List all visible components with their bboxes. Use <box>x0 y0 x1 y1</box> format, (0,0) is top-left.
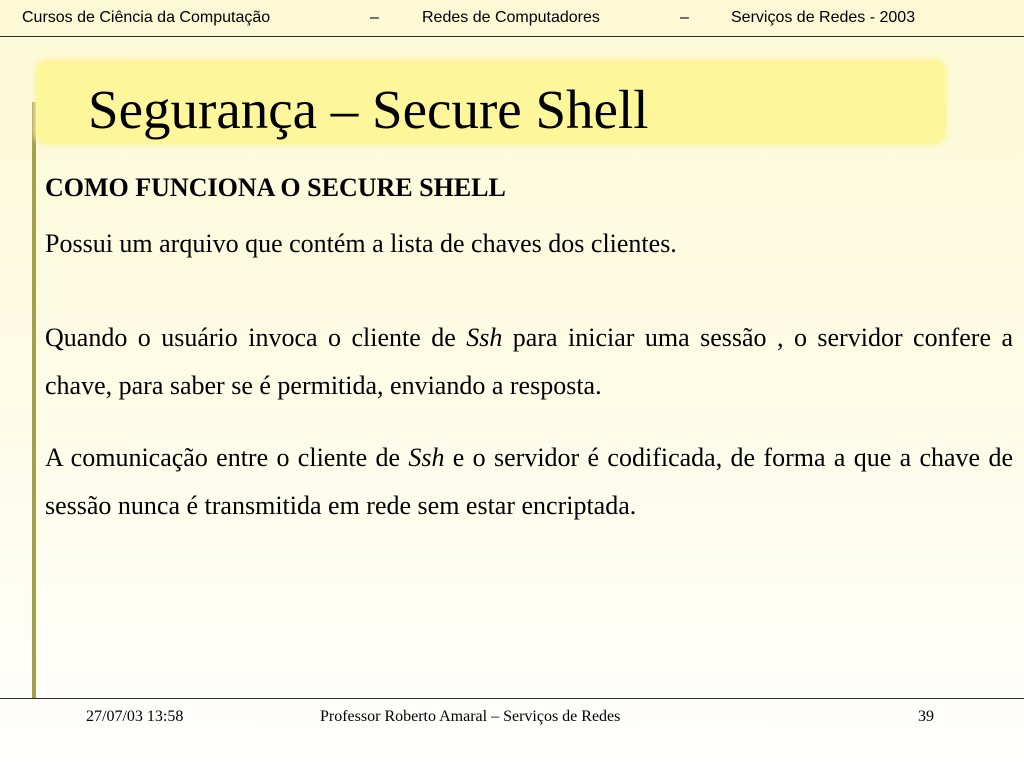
header-separator-2: – <box>680 9 689 26</box>
header-divider <box>0 36 1024 37</box>
left-accent-bar <box>32 102 36 698</box>
paragraph-2-emphasis: Ssh <box>466 323 503 352</box>
footer-page-number: 39 <box>918 708 934 725</box>
footer-author: Professor Roberto Amaral – Serviços de Redes <box>320 708 621 725</box>
paragraph-2-text-before: Quando o usuário invoca o cliente de <box>45 323 467 352</box>
slide-header <box>0 0 1024 36</box>
paragraph-2 <box>45 314 1013 410</box>
slide-title: Segurança – Secure Shell <box>88 79 649 140</box>
footer-divider <box>0 698 1024 699</box>
paragraph-3-text-before: A comunicação entre o cliente de <box>45 443 409 472</box>
paragraph-2-text-after: para iniciar uma sessão , o servidor confere a chave, para saber se é permitida, enviando a resposta. <box>45 323 1013 400</box>
paragraph-1: Possui um arquivo que contém a lista de chaves dos clientes. <box>45 229 677 258</box>
slide-body <box>45 168 1013 530</box>
paragraph-3-emphasis: Ssh <box>408 443 445 472</box>
footer-datetime: 27/07/03 13:58 <box>86 708 184 725</box>
header-subject: Redes de Computadores <box>422 9 600 26</box>
section-heading: COMO FUNCIONA O SECURE SHELL <box>45 173 506 202</box>
header-separator-1: – <box>370 9 379 26</box>
header-course: Cursos de Ciência da Computação <box>22 9 271 26</box>
paragraph-3-text-after: e o servidor é codificada, de forma a que a chave de sessão nunca é transmitida em rede sem estar encriptada. <box>45 443 1013 520</box>
header-topic: Serviços de Redes - 2003 <box>731 9 916 26</box>
paragraph-3 <box>45 434 1013 530</box>
